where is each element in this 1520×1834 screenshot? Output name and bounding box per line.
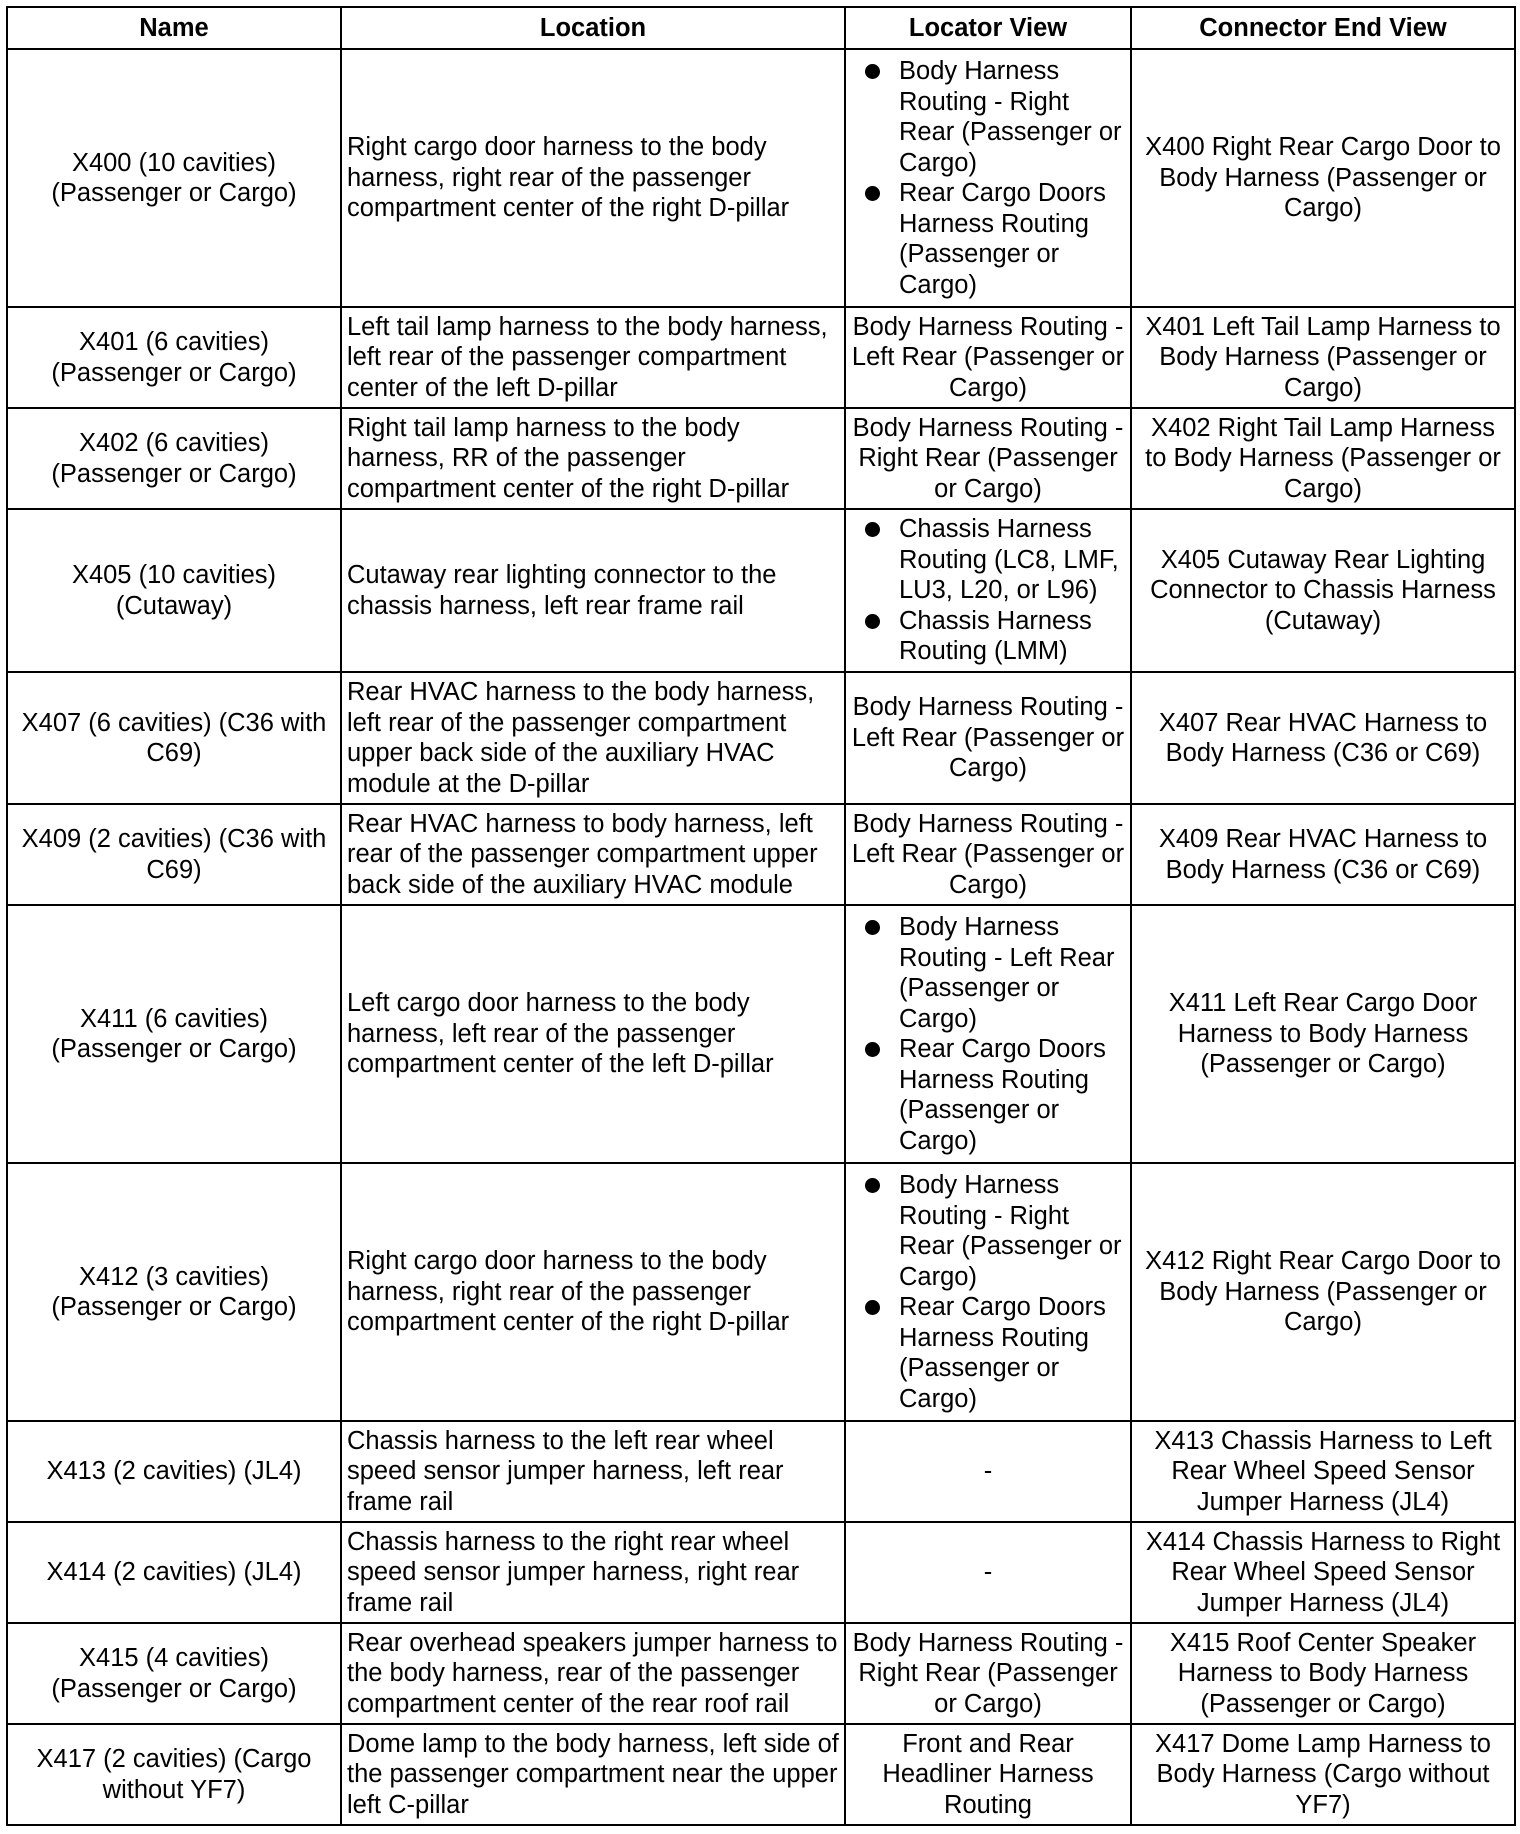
cell-connector-end-view[interactable]: X413 Chassis Harness to Left Rear Wheel Speed Sensor Jumper Harness (JL4) (1131, 1421, 1515, 1522)
cell-connector-end-view[interactable]: X411 Left Rear Cargo Door Harness to Body Harness (Passenger or Cargo) (1131, 905, 1515, 1163)
locator-link[interactable]: Rear Cargo Doors Harness Routing (Passenger or Cargo) (899, 1034, 1125, 1156)
table-body (7, 49, 1515, 1825)
cell-name: X414 (2 cavities) (JL4) (7, 1522, 341, 1623)
cell-locator-view[interactable]: Body Harness Routing - Left Rear (Passenger or Cargo) (845, 307, 1131, 408)
table-row (7, 307, 1515, 408)
table-row (7, 804, 1515, 905)
cell-location: Chassis harness to the left rear wheel speed sensor jumper harness, left rear frame rail (341, 1421, 845, 1522)
cell-locator-view: - (845, 1421, 1131, 1522)
table-row (7, 49, 1515, 307)
table-row (7, 1163, 1515, 1421)
cell-name: X415 (4 cavities) (Passenger or Cargo) (7, 1623, 341, 1724)
cell-locator-view[interactable]: Body Harness Routing - Right Rear (Passenger or Cargo) (845, 1623, 1131, 1724)
locator-link[interactable]: Body Harness Routing - Left Rear (Passenger or Cargo) (899, 912, 1125, 1034)
cell-location: Rear overhead speakers jumper harness to the body harness, rear of the passenger compartment center of the rear roof rail (341, 1623, 845, 1724)
cell-name: X400 (10 cavities) (Passenger or Cargo) (7, 49, 341, 307)
cell-locator-view: - (845, 1522, 1131, 1623)
cell-locator-view (845, 1163, 1131, 1421)
locator-link[interactable]: Rear Cargo Doors Harness Routing (Passenger or Cargo) (899, 178, 1125, 300)
cell-location: Right cargo door harness to the body harness, right rear of the passenger compartment center of the right D-pillar (341, 49, 845, 307)
cell-locator-view[interactable]: Front and Rear Headliner Harness Routing (845, 1724, 1131, 1825)
cell-connector-end-view[interactable]: X402 Right Tail Lamp Harness to Body Harness (Passenger or Cargo) (1131, 408, 1515, 509)
cell-connector-end-view[interactable]: X415 Roof Center Speaker Harness to Body Harness (Passenger or Cargo) (1131, 1623, 1515, 1724)
cell-locator-view[interactable]: Body Harness Routing - Right Rear (Passenger or Cargo) (845, 408, 1131, 509)
table-row (7, 509, 1515, 672)
cell-connector-end-view[interactable]: X407 Rear HVAC Harness to Body Harness (C36 or C69) (1131, 672, 1515, 804)
table-row (7, 1421, 1515, 1522)
table-row (7, 672, 1515, 804)
locator-list (851, 912, 1125, 1156)
locator-link[interactable]: Chassis Harness Routing (LC8, LMF, LU3, L20, or L96) (899, 514, 1125, 606)
cell-locator-view (845, 49, 1131, 307)
cell-location: Dome lamp to the body harness, left side of the passenger compartment near the upper left C-pillar (341, 1724, 845, 1825)
cell-name: X402 (6 cavities) (Passenger or Cargo) (7, 408, 341, 509)
table-row (7, 1623, 1515, 1724)
locator-list (851, 514, 1125, 667)
cell-locator-view (845, 905, 1131, 1163)
table-row (7, 905, 1515, 1163)
cell-connector-end-view[interactable]: X414 Chassis Harness to Right Rear Wheel Speed Sensor Jumper Harness (JL4) (1131, 1522, 1515, 1623)
cell-connector-end-view[interactable]: X409 Rear HVAC Harness to Body Harness (C36 or C69) (1131, 804, 1515, 905)
connector-table-wrapper (6, 6, 1514, 1826)
cell-location: Right cargo door harness to the body harness, right rear of the passenger compartment center of the right D-pillar (341, 1163, 845, 1421)
connector-table (6, 6, 1516, 1826)
locator-link[interactable]: Rear Cargo Doors Harness Routing (Passenger or Cargo) (899, 1292, 1125, 1414)
locator-link[interactable]: Chassis Harness Routing (LMM) (899, 606, 1125, 667)
cell-name: X411 (6 cavities) (Passenger or Cargo) (7, 905, 341, 1163)
cell-location: Rear HVAC harness to body harness, left rear of the passenger compartment upper back side of the auxiliary HVAC module (341, 804, 845, 905)
cell-name: X401 (6 cavities) (Passenger or Cargo) (7, 307, 341, 408)
table-row (7, 1724, 1515, 1825)
cell-location: Right tail lamp harness to the body harness, RR of the passenger compartment center of the right D-pillar (341, 408, 845, 509)
locator-list (851, 1170, 1125, 1414)
locator-link[interactable]: Body Harness Routing - Right Rear (Passenger or Cargo) (899, 56, 1125, 178)
cell-location: Chassis harness to the right rear wheel speed sensor jumper harness, right rear frame rail (341, 1522, 845, 1623)
cell-location: Cutaway rear lighting connector to the chassis harness, left rear frame rail (341, 509, 845, 672)
cell-locator-view[interactable]: Body Harness Routing - Left Rear (Passenger or Cargo) (845, 672, 1131, 804)
header-location: Location (341, 7, 845, 49)
cell-locator-view (845, 509, 1131, 672)
locator-list (851, 56, 1125, 300)
locator-link[interactable]: Body Harness Routing - Right Rear (Passenger or Cargo) (899, 1170, 1125, 1292)
header-name: Name (7, 7, 341, 49)
cell-location: Left cargo door harness to the body harness, left rear of the passenger compartment center of the left D-pillar (341, 905, 845, 1163)
cell-connector-end-view[interactable]: X405 Cutaway Rear Lighting Connector to Chassis Harness (Cutaway) (1131, 509, 1515, 672)
table-row (7, 1522, 1515, 1623)
cell-name: X409 (2 cavities) (C36 with C69) (7, 804, 341, 905)
cell-connector-end-view[interactable]: X417 Dome Lamp Harness to Body Harness (Cargo without YF7) (1131, 1724, 1515, 1825)
cell-location: Left tail lamp harness to the body harness, left rear of the passenger compartment center of the left D-pillar (341, 307, 845, 408)
cell-location: Rear HVAC harness to the body harness, left rear of the passenger compartment upper back side of the auxiliary HVAC module at the D-pillar (341, 672, 845, 804)
cell-name: X405 (10 cavities) (Cutaway) (7, 509, 341, 672)
header-connector-end-view: Connector End View (1131, 7, 1515, 49)
header-row (7, 7, 1515, 49)
cell-name: X412 (3 cavities) (Passenger or Cargo) (7, 1163, 341, 1421)
cell-connector-end-view[interactable]: X412 Right Rear Cargo Door to Body Harness (Passenger or Cargo) (1131, 1163, 1515, 1421)
cell-name: X413 (2 cavities) (JL4) (7, 1421, 341, 1522)
cell-connector-end-view[interactable]: X401 Left Tail Lamp Harness to Body Harness (Passenger or Cargo) (1131, 307, 1515, 408)
cell-name: X407 (6 cavities) (C36 with C69) (7, 672, 341, 804)
table-row (7, 408, 1515, 509)
cell-name: X417 (2 cavities) (Cargo without YF7) (7, 1724, 341, 1825)
cell-locator-view[interactable]: Body Harness Routing - Left Rear (Passenger or Cargo) (845, 804, 1131, 905)
cell-connector-end-view[interactable]: X400 Right Rear Cargo Door to Body Harness (Passenger or Cargo) (1131, 49, 1515, 307)
header-locator-view: Locator View (845, 7, 1131, 49)
